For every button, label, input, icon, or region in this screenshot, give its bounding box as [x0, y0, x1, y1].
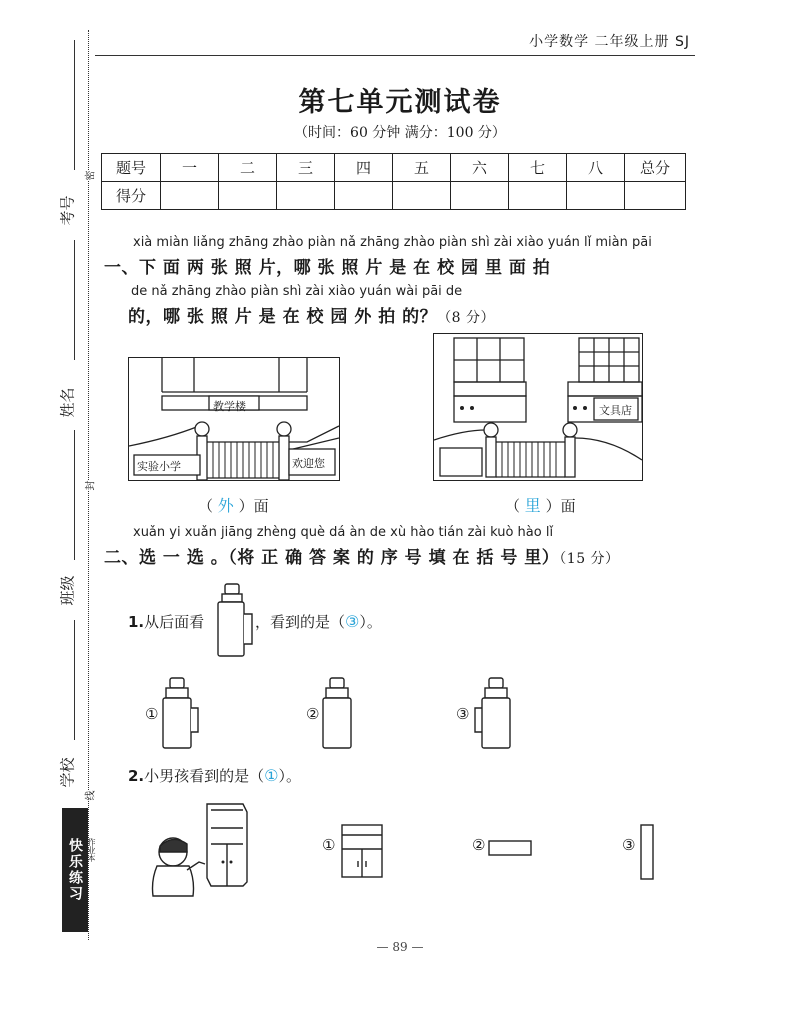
cut-mark-envelope: 封: [82, 481, 97, 491]
q2-sub2-text-c: ）。: [278, 767, 302, 785]
page-title: 第七单元测试卷: [298, 87, 502, 118]
q1-text-line1: 一、下 面 两 张 照 片，哪 张 照 片 是 在 校 园 里 面 拍: [104, 258, 551, 278]
q1-text-line2: [128, 302, 495, 327]
q1-pinyin-line1: xià miàn liǎng zhāng zhào piàn nǎ zhāng zhào piàn shì zài xiào yuán lǐ miàn pāi: [133, 235, 652, 250]
q2-sub1-option-2-label[interactable]: ②: [306, 705, 320, 723]
score-cell[interactable]: [509, 182, 567, 210]
q2-sub1-answer[interactable]: ③: [345, 612, 360, 631]
q2-sub1-number: 1.: [128, 613, 145, 631]
score-col-6: 六: [451, 154, 509, 182]
q1-caption-2: （ 里 ）面: [505, 496, 576, 515]
q2-text-body: 二、选 一 选 。（将 正 确 答 案 的 序 号 填 在 括 号 里）: [104, 548, 560, 568]
q1-picture-1: [128, 357, 340, 481]
score-cell[interactable]: [625, 182, 686, 210]
q2-pinyin: xuǎn yi xuǎn jiāng zhèng què dá àn de xù hào tián zài kuò hào lǐ: [133, 525, 554, 540]
page-subtitle: （时间：60 分钟 满分：100 分）: [294, 125, 506, 141]
brand-sub-text: 作业本: [87, 838, 96, 862]
q2-sub2-option-2-label[interactable]: ②: [472, 836, 486, 854]
score-col-2: 二: [219, 154, 277, 182]
score-row-label: 题号: [102, 154, 161, 182]
q2-text: [104, 543, 620, 568]
score-cell[interactable]: [277, 182, 335, 210]
brand-logo-text: 快乐练习: [62, 808, 88, 932]
q2-score: （15 分）: [559, 551, 620, 567]
sign-stationery-store: 文具店: [599, 404, 632, 417]
score-cell[interactable]: [451, 182, 509, 210]
cut-mark-seal: 密: [82, 171, 97, 181]
score-row-label: 得分: [102, 182, 161, 210]
q2-sub1-text-c: ）。: [359, 613, 382, 631]
cut-mark-line: 线: [82, 791, 97, 801]
cabinet-front-view-option-1-icon[interactable]: [340, 823, 384, 879]
margin-underline: [74, 240, 75, 360]
score-cell[interactable]: [567, 182, 625, 210]
q1-caption-2-suffix: 面: [560, 497, 576, 515]
score-col-4: 四: [335, 154, 393, 182]
q1-text-line2-body: 的，哪 张 照 片 是 在 校 园 外 拍 的？: [128, 307, 438, 327]
score-table-row-score: [102, 182, 686, 210]
margin-field-class: 班级: [58, 575, 77, 606]
brand-logo: [62, 808, 96, 932]
q1-answer-1[interactable]: 外: [217, 496, 234, 515]
q2-sub2-answer[interactable]: ①: [264, 766, 279, 785]
q2-sub1-prompt: [128, 611, 204, 632]
boy-and-cabinet-illustration: [143, 800, 263, 900]
thermos-option-2-icon[interactable]: [320, 676, 354, 750]
score-col-7: 七: [509, 154, 567, 182]
page-number: — 89 —: [376, 940, 424, 954]
score-col-1: 一: [161, 154, 219, 182]
q2-sub2-option-3-label[interactable]: ③: [622, 836, 636, 854]
score-col-total: 总分: [625, 154, 686, 182]
q1-answer-2[interactable]: 里: [524, 496, 541, 515]
score-col-3: 三: [277, 154, 335, 182]
q1-picture-2: [433, 333, 643, 481]
thermos-option-3-icon[interactable]: [471, 676, 515, 750]
q2-sub2-text-a: 小男孩看到的是（: [144, 767, 265, 785]
cabinet-top-view-option-2-icon[interactable]: [487, 838, 533, 858]
q1-pinyin-line2: de nǎ zhāng zhào piàn shì zài xiào yuán wài pāi de: [131, 284, 463, 299]
q2-sub1-option-1-label[interactable]: ①: [145, 705, 159, 723]
thermos-reference-icon: [214, 582, 254, 658]
score-col-8: 八: [567, 154, 625, 182]
series-label: 小学数学 二年级上册 SJ: [529, 34, 690, 50]
q2-sub2-prompt: [128, 765, 301, 786]
q2-sub1-option-3-label[interactable]: ③: [456, 705, 470, 723]
q1-score: （8 分）: [437, 310, 496, 326]
cabinet-side-view-option-3-icon[interactable]: [638, 823, 658, 881]
header-rule: [95, 55, 695, 56]
margin-underline: [74, 430, 75, 560]
score-table: [101, 153, 686, 210]
q1-caption-1: （ 外 ）面: [198, 496, 269, 515]
q2-sub1-text-a: 从后面看: [144, 613, 205, 631]
q2-sub2-option-1-label[interactable]: ①: [322, 836, 336, 854]
sign-welcome: 欢迎您: [292, 457, 325, 470]
margin-field-school: 学校: [58, 757, 77, 788]
q2-sub1-text-b: ，看到的是（: [255, 613, 346, 631]
q2-sub1-question: [255, 611, 382, 632]
thermos-option-1-icon[interactable]: [160, 676, 200, 750]
score-table-row-number: [102, 154, 686, 182]
q1-caption-1-suffix: 面: [253, 497, 269, 515]
sign-teaching-building: 教学楼: [213, 400, 246, 413]
q2-sub2-number: 2.: [128, 767, 145, 785]
score-col-5: 五: [393, 154, 451, 182]
margin-field-exam-number: 考号: [58, 195, 77, 226]
margin-field-name: 姓名: [58, 387, 77, 418]
score-cell[interactable]: [393, 182, 451, 210]
margin-underline: [74, 620, 75, 740]
score-cell[interactable]: [335, 182, 393, 210]
score-cell[interactable]: [219, 182, 277, 210]
score-cell[interactable]: [161, 182, 219, 210]
sign-school-name: 实验小学: [137, 460, 181, 473]
